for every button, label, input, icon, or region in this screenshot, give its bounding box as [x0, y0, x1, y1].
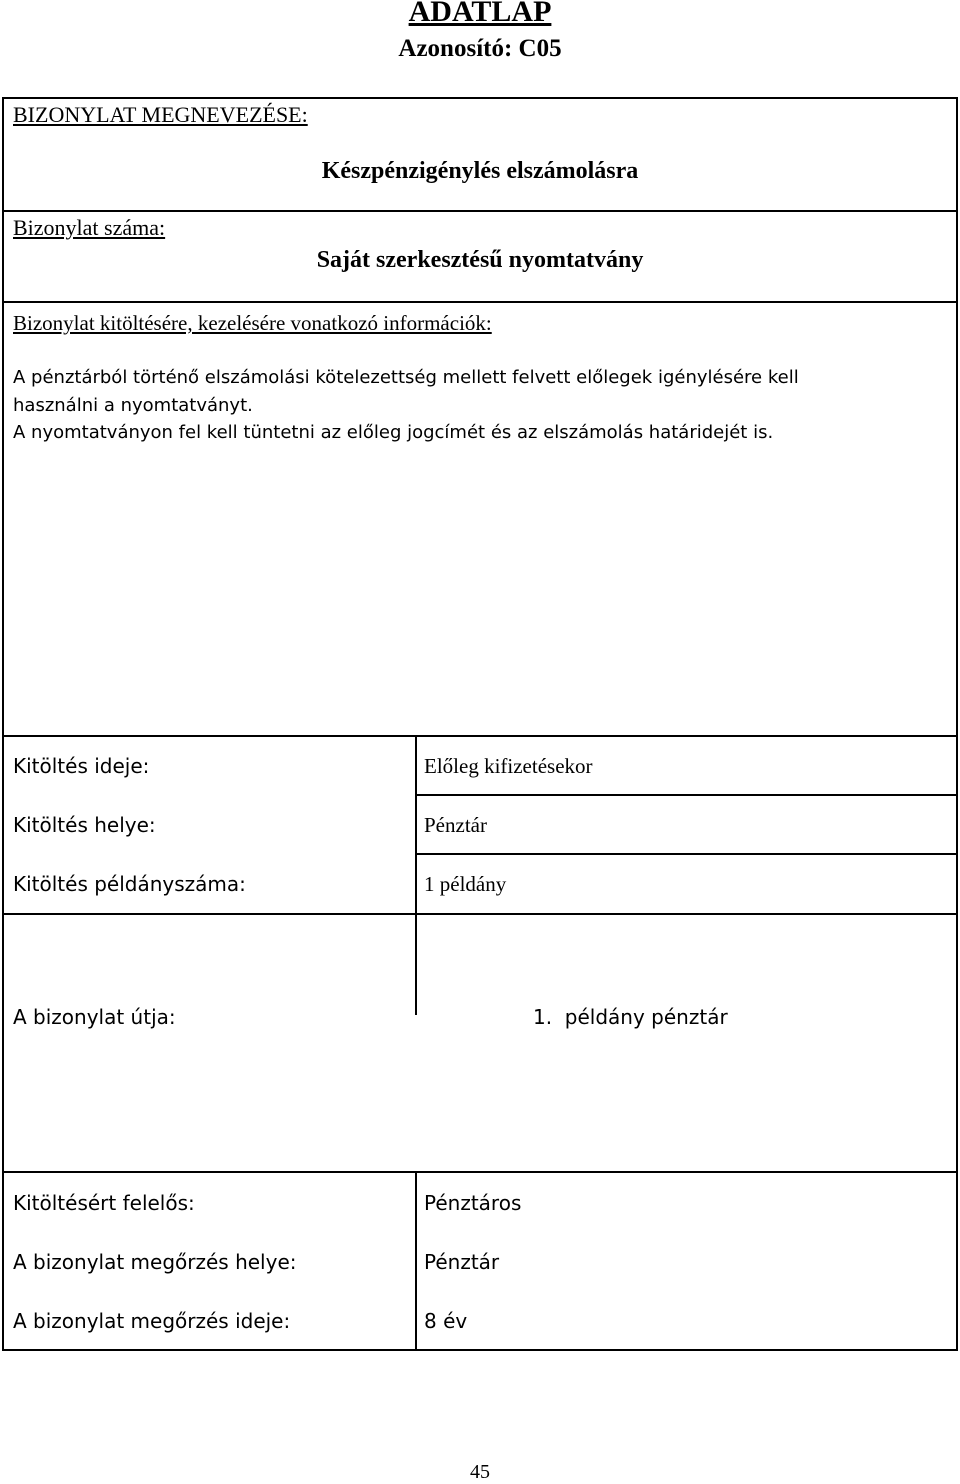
route-label: A bizonylat útja: — [13, 1005, 176, 1029]
document-name-value: Készpénzigénylés elszámolásra — [321, 158, 639, 184]
responsibility-table — [2, 1171, 958, 1351]
fill-place-label: Kitöltés helye: — [13, 813, 156, 837]
route-value: 1. példány pénztár — [533, 1005, 728, 1029]
info-paragraph-line-3: A nyomtatványon fel kell tüntetni az előleg jogcímét és az elszámolás határidejét is. — [13, 422, 774, 443]
responsible-value: Pénztáros — [424, 1191, 522, 1215]
document-name-label: BIZONYLAT MEGNEVEZÉSE: — [13, 102, 308, 127]
responsible-label: Kitöltésért felelős: — [13, 1191, 195, 1215]
document-title: ADATLAP — [408, 0, 552, 28]
storage-time-label: A bizonylat megőrzés ideje: — [13, 1309, 291, 1333]
document-number-box — [2, 210, 958, 303]
fill-copies-value: 1 példány — [424, 872, 507, 896]
fill-table — [2, 735, 958, 915]
info-paragraph-line-1: A pénztárból történő elszámolási kötelezettség mellett felvett előlegek igénylésére kell — [13, 367, 799, 388]
document-number-value: Saját szerkesztésű nyomtatvány — [316, 247, 644, 273]
document-number-label: Bizonylat száma: — [13, 215, 166, 240]
fill-place-value: Pénztár — [424, 813, 487, 837]
page-number: 45 — [470, 1461, 490, 1483]
info-box — [2, 301, 958, 737]
fill-copies-label: Kitöltés példányszáma: — [13, 872, 246, 896]
fill-time-label: Kitöltés ideje: — [13, 754, 150, 778]
route-box — [2, 913, 958, 1173]
storage-place-value: Pénztár — [424, 1250, 500, 1274]
fill-time-value: Előleg kifizetésekor — [424, 754, 593, 778]
info-label: Bizonylat kitöltésére, kezelésére vonatkozó információk: — [13, 311, 492, 335]
storage-time-value: 8 év — [424, 1309, 468, 1333]
document-name-box — [2, 97, 958, 212]
document-identifier: Azonosító: C05 — [398, 35, 562, 62]
storage-place-label: A bizonylat megőrzés helye: — [13, 1250, 297, 1274]
info-paragraph-line-2: használni a nyomtatványt. — [13, 395, 253, 416]
